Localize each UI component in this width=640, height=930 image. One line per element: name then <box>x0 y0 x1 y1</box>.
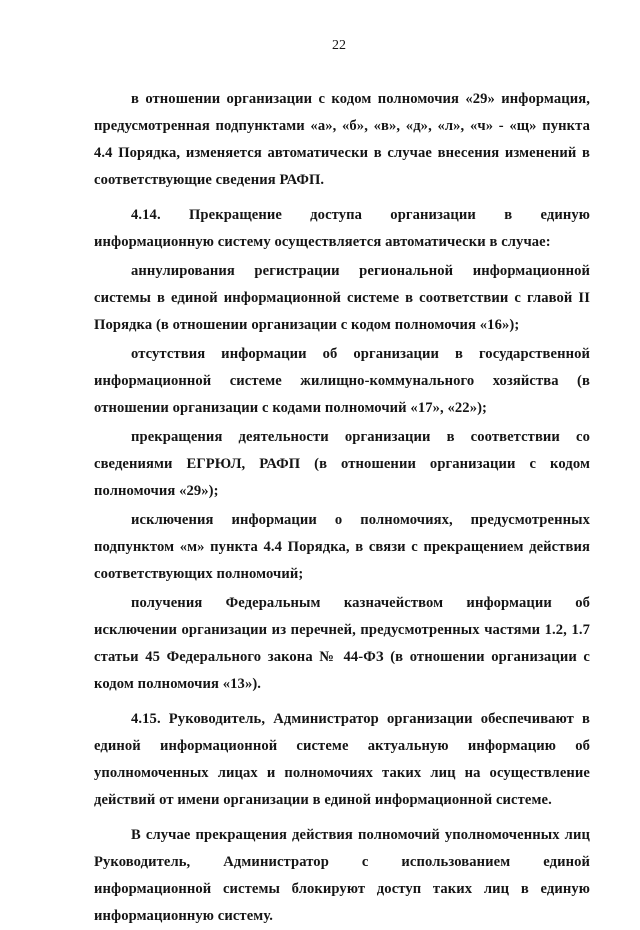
paragraph-4-14-heading: 4.14. Прекращение доступа организации в единую информационную систему осуществляется автоматически в случае: <box>94 207 590 250</box>
page-number: 22 <box>332 38 346 53</box>
paragraph-exclusion-powers: исключения информации о полномочиях, предусмотренных подпунктом «м» пункта 4.4 Порядка, в связи с прекращением действия соответствующих полномочий; <box>94 512 590 582</box>
paragraph-4-15: 4.15. Руководитель, Администратор организации обеспечивают в единой информационной системе актуальную информацию об уполномоченных лицах и полномочиях таких лиц на осуществление действий от имени организации в единой информационной системе. <box>94 711 590 808</box>
paragraph-treasury-exclusion: получения Федеральным казначейством информации об исключении организации из перечней, предусмотренных частями 1.2, 1.7 статьи 45 Федерального закона № 44-ФЗ (в отношении организации с кодом полномочия «13»). <box>94 595 590 692</box>
paragraph-termination-egrul: прекращения деятельности организации в соответствии со сведениями ЕГРЮЛ, РАФП (в отношении организации с кодом полномочия «29»); <box>94 429 590 499</box>
paragraph-info-change: в отношении организации с кодом полномочия «29» информация, предусмотренная подпунктами «а», «б», «в», «д», «л», «ч» - «щ» пункта 4.4 Порядка, изменяется автоматически в случае внесения изменений в соответствующие сведения РАФП. <box>94 91 590 188</box>
paragraph-absence-gis-jkh: отсутствия информации об организации в государственной информационной системе жилищно-коммунального хозяйства (в отношении организации с кодами полномочий «17», «22»); <box>94 346 590 416</box>
paragraph-block-access: В случае прекращения действия полномочий уполномоченных лиц Руководитель, Администратор с использованием единой информационной системы блокируют доступ таких лиц в единую информационную систему. <box>94 827 590 924</box>
paragraph-annulment: аннулирования регистрации региональной информационной системы в единой информационной системе в соответствии с главой II Порядка (в отношении организации с кодом полномочия «16»); <box>94 263 590 333</box>
